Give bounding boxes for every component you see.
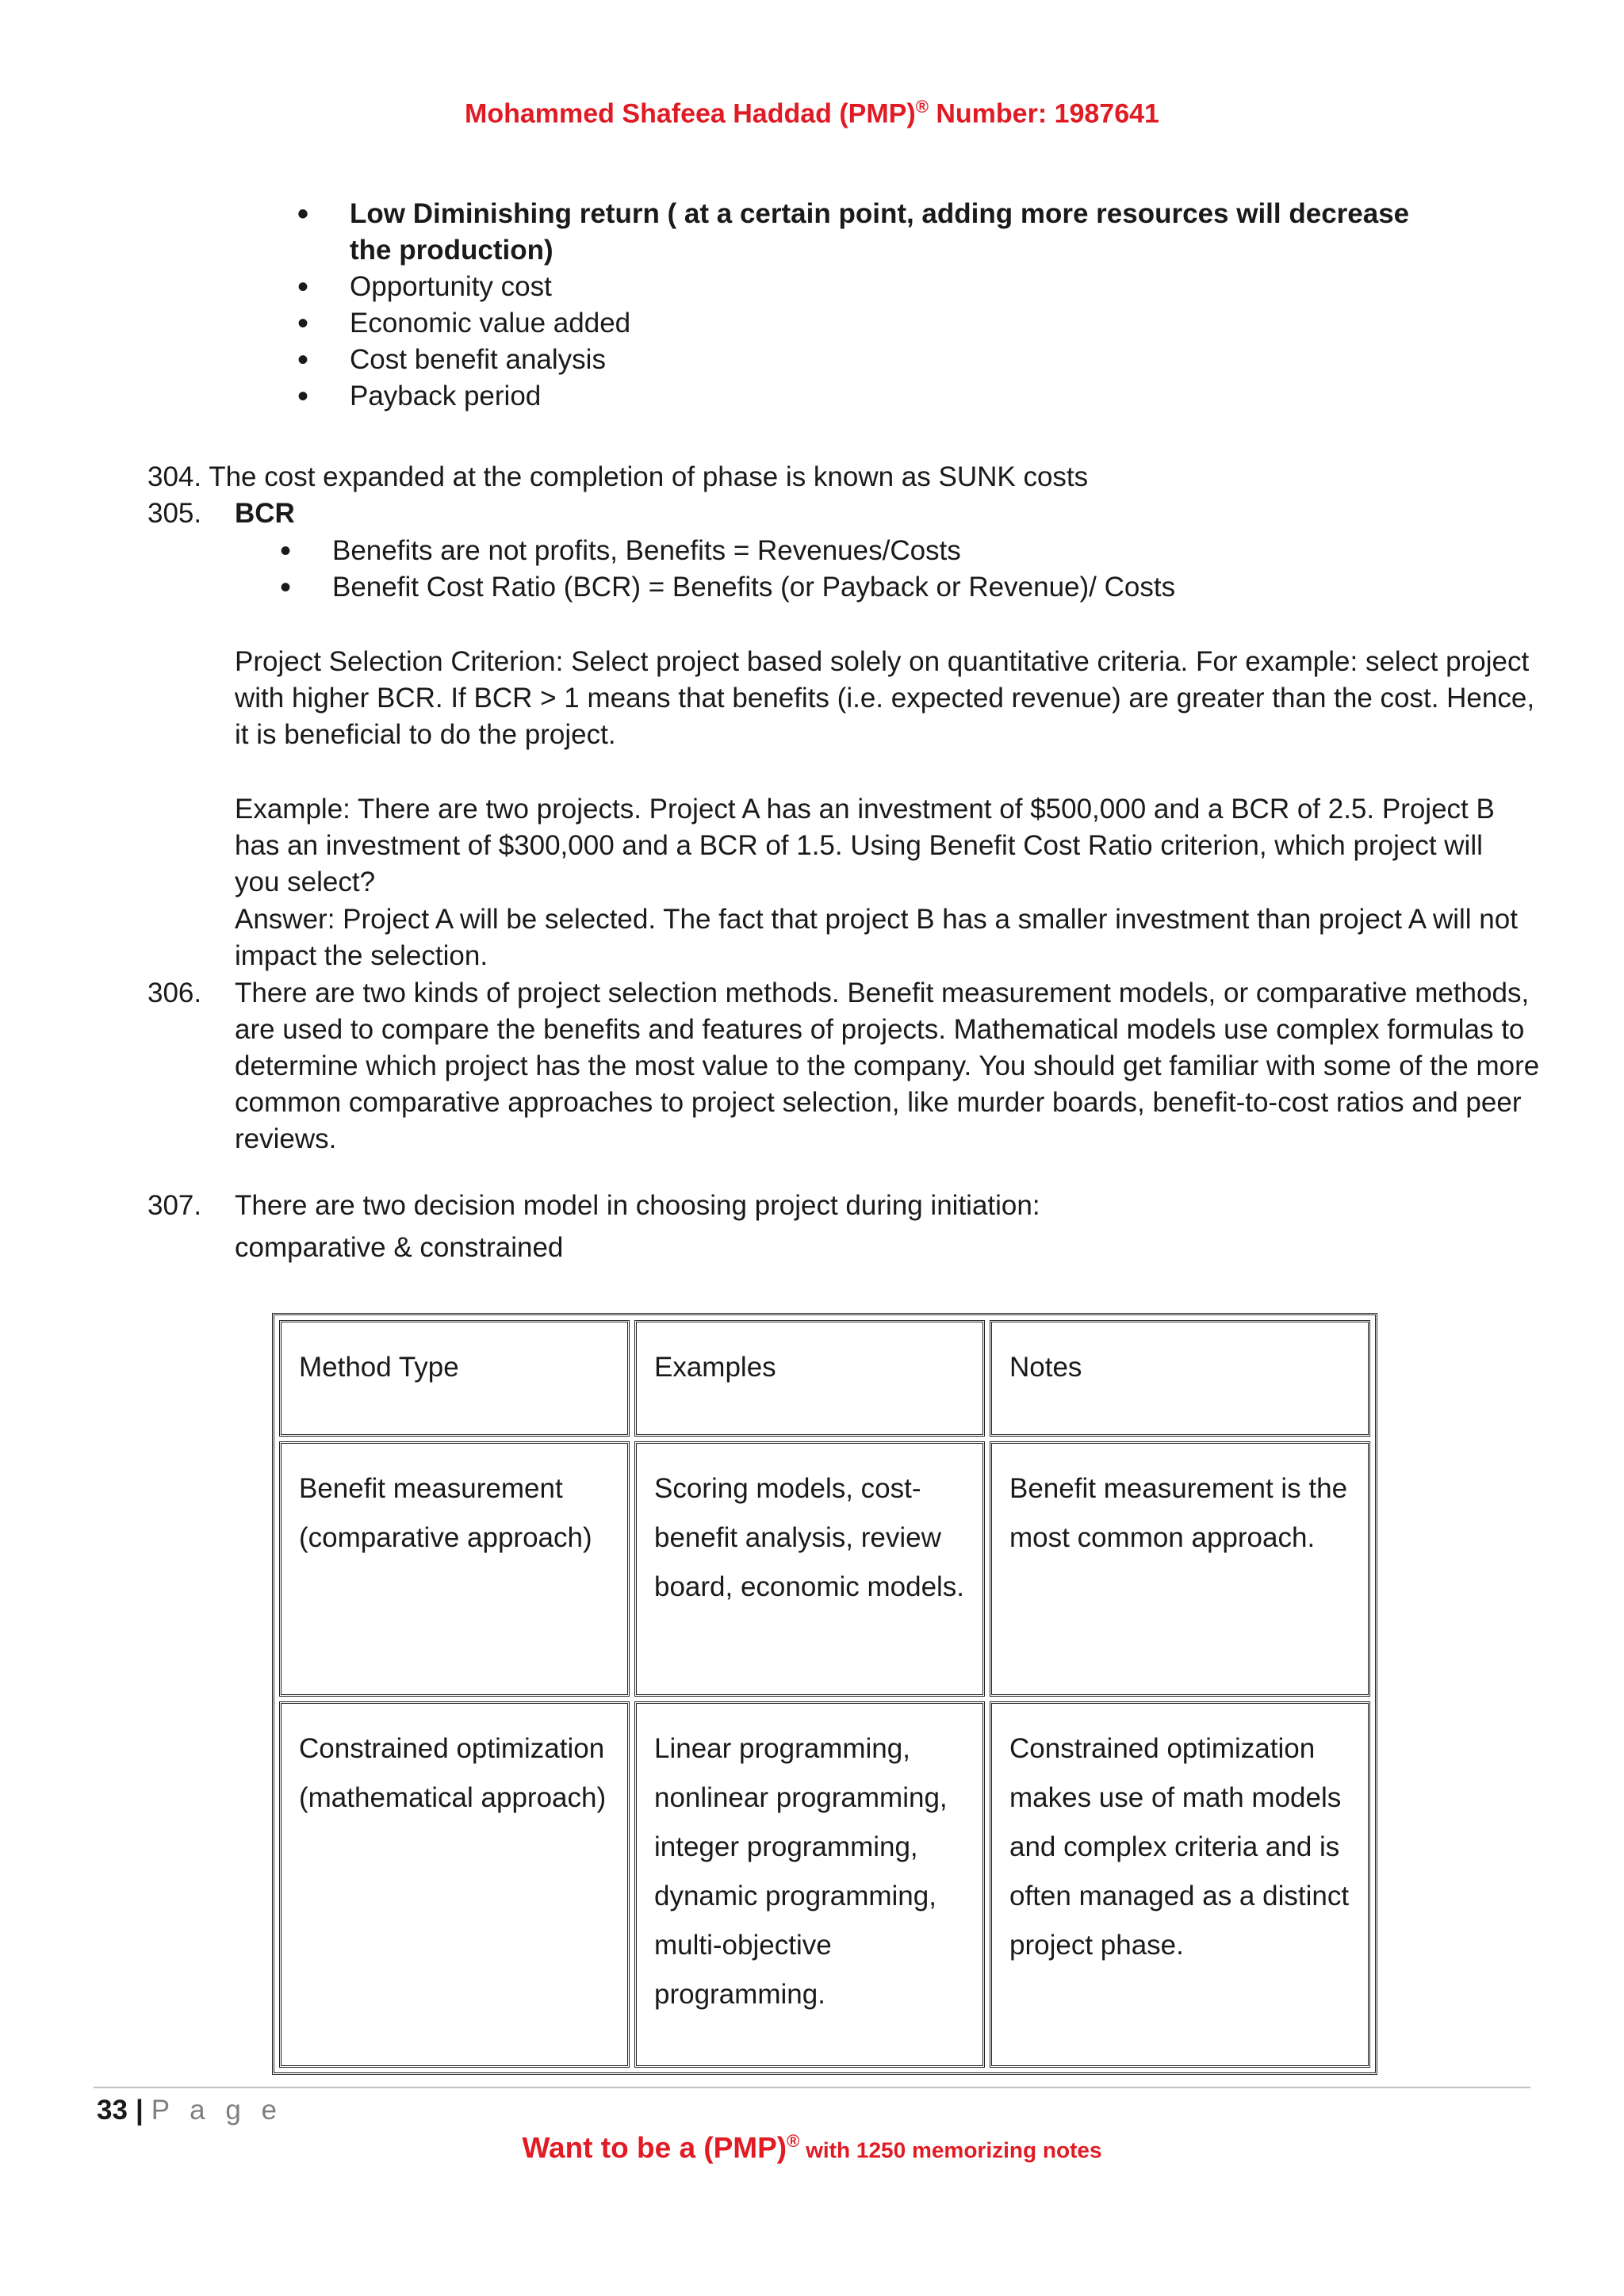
footer-divider: [94, 2087, 1530, 2088]
list-item: • Cost benefit analysis: [297, 342, 1423, 378]
note-number: 306.: [147, 978, 202, 1008]
table-row: [279, 1701, 1370, 2068]
answer-paragraph: Answer: Project A will be selected. The fact that project B has a smaller investment than project A will not impact the selection.: [235, 904, 1518, 971]
list-item: • Low Diminishing return ( at a certain point, adding more resources will decrease the production): [297, 196, 1423, 269]
table-row: [279, 1441, 1370, 1697]
table-cell: Constrained optimization makes use of math models and complex criteria and is often managed as a distinct project phase.: [990, 1701, 1370, 2068]
header-cell: Examples: [634, 1320, 985, 1437]
list-item: • Payback period: [297, 378, 1423, 415]
page-footer: [0, 2131, 1624, 2164]
page-header: [0, 97, 1624, 129]
selection-methods-table: [272, 1313, 1377, 2075]
footer-registered-mark: ®: [787, 2131, 800, 2151]
example-paragraph: Example: There are two projects. Project A has an investment of $500,000 and a BCR of 2.5. Project B has an investment of $300,000 and a BCR of 1.5. Using Benefit Cost Ratio criterion, which project will you select?: [235, 794, 1495, 897]
list-item: • Economic value added: [297, 305, 1423, 342]
footer-main: Want to be a (PMP): [522, 2131, 787, 2164]
page-separator: |: [135, 2095, 144, 2126]
note-number: 305.: [147, 498, 202, 529]
table-cell: Scoring models, cost-benefit analysis, review board, economic models.: [634, 1441, 985, 1697]
table-cell: Benefit measurement (comparative approach): [279, 1441, 630, 1697]
table-cell: Linear programming, nonlinear programming, integer programming, dynamic programming, multi-objective programming.: [634, 1701, 985, 2068]
header-author: Mohammed Shafeea Haddad (PMP): [465, 98, 916, 129]
list-item: • Benefits are not profits, Benefits = Revenues/Costs: [280, 533, 1469, 569]
note-number: 307.: [147, 1190, 202, 1221]
list-item: • Opportunity cost: [297, 269, 1423, 305]
footer-small: with 1250 memorizing notes: [799, 2137, 1102, 2163]
page-label: P a g e: [151, 2095, 284, 2126]
note-307: [147, 1188, 1543, 1224]
header-cell: Notes: [990, 1320, 1370, 1437]
note-body: There are two decision model in choosing project during initiation:: [235, 1190, 1040, 1221]
header-number: Number: 1987641: [928, 98, 1159, 129]
note-305-heading: [147, 496, 295, 532]
selection-criterion-paragraph: Project Selection Criterion: Select project based solely on quantitative criteria. For example: select project with higher BCR. If BCR > 1 means that benefits (i.e. expected revenue) are greater than the cost. Hence, it is beneficial to do the project.: [235, 646, 1535, 750]
page-number-value: 33: [97, 2095, 128, 2126]
header-cell: Method Type: [279, 1320, 630, 1437]
note-body: There are two kinds of project selection methods. Benefit measurement models, or comparative methods, are used to compare the benefits and features of projects. Mathematical models use complex formulas to determine which project has the most value to the company. You should get familiar with some of the more common comparative approaches to project selection, like murder boards, benefit-to-cost ratios and peer reviews.: [235, 978, 1540, 1154]
header-registered-mark: ®: [915, 97, 929, 117]
note-306: [147, 975, 1543, 1158]
list-item: • Benefit Cost Ratio (BCR) = Benefits (or Payback or Revenue)/ Costs: [280, 569, 1469, 606]
bcr-list: [280, 533, 1469, 606]
cost-concepts-list: [297, 196, 1423, 415]
table-header-row: [279, 1320, 1370, 1437]
table-cell: Benefit measurement is the most common approach.: [990, 1441, 1370, 1697]
note-304: 304. The cost expanded at the completion of phase is known as SUNK costs: [147, 461, 1089, 492]
note-307-line2: comparative & constrained: [235, 1232, 564, 1263]
table-cell: Constrained optimization (mathematical approach): [279, 1701, 630, 2068]
note-title: BCR: [235, 498, 295, 529]
page-number: [97, 2095, 283, 2126]
